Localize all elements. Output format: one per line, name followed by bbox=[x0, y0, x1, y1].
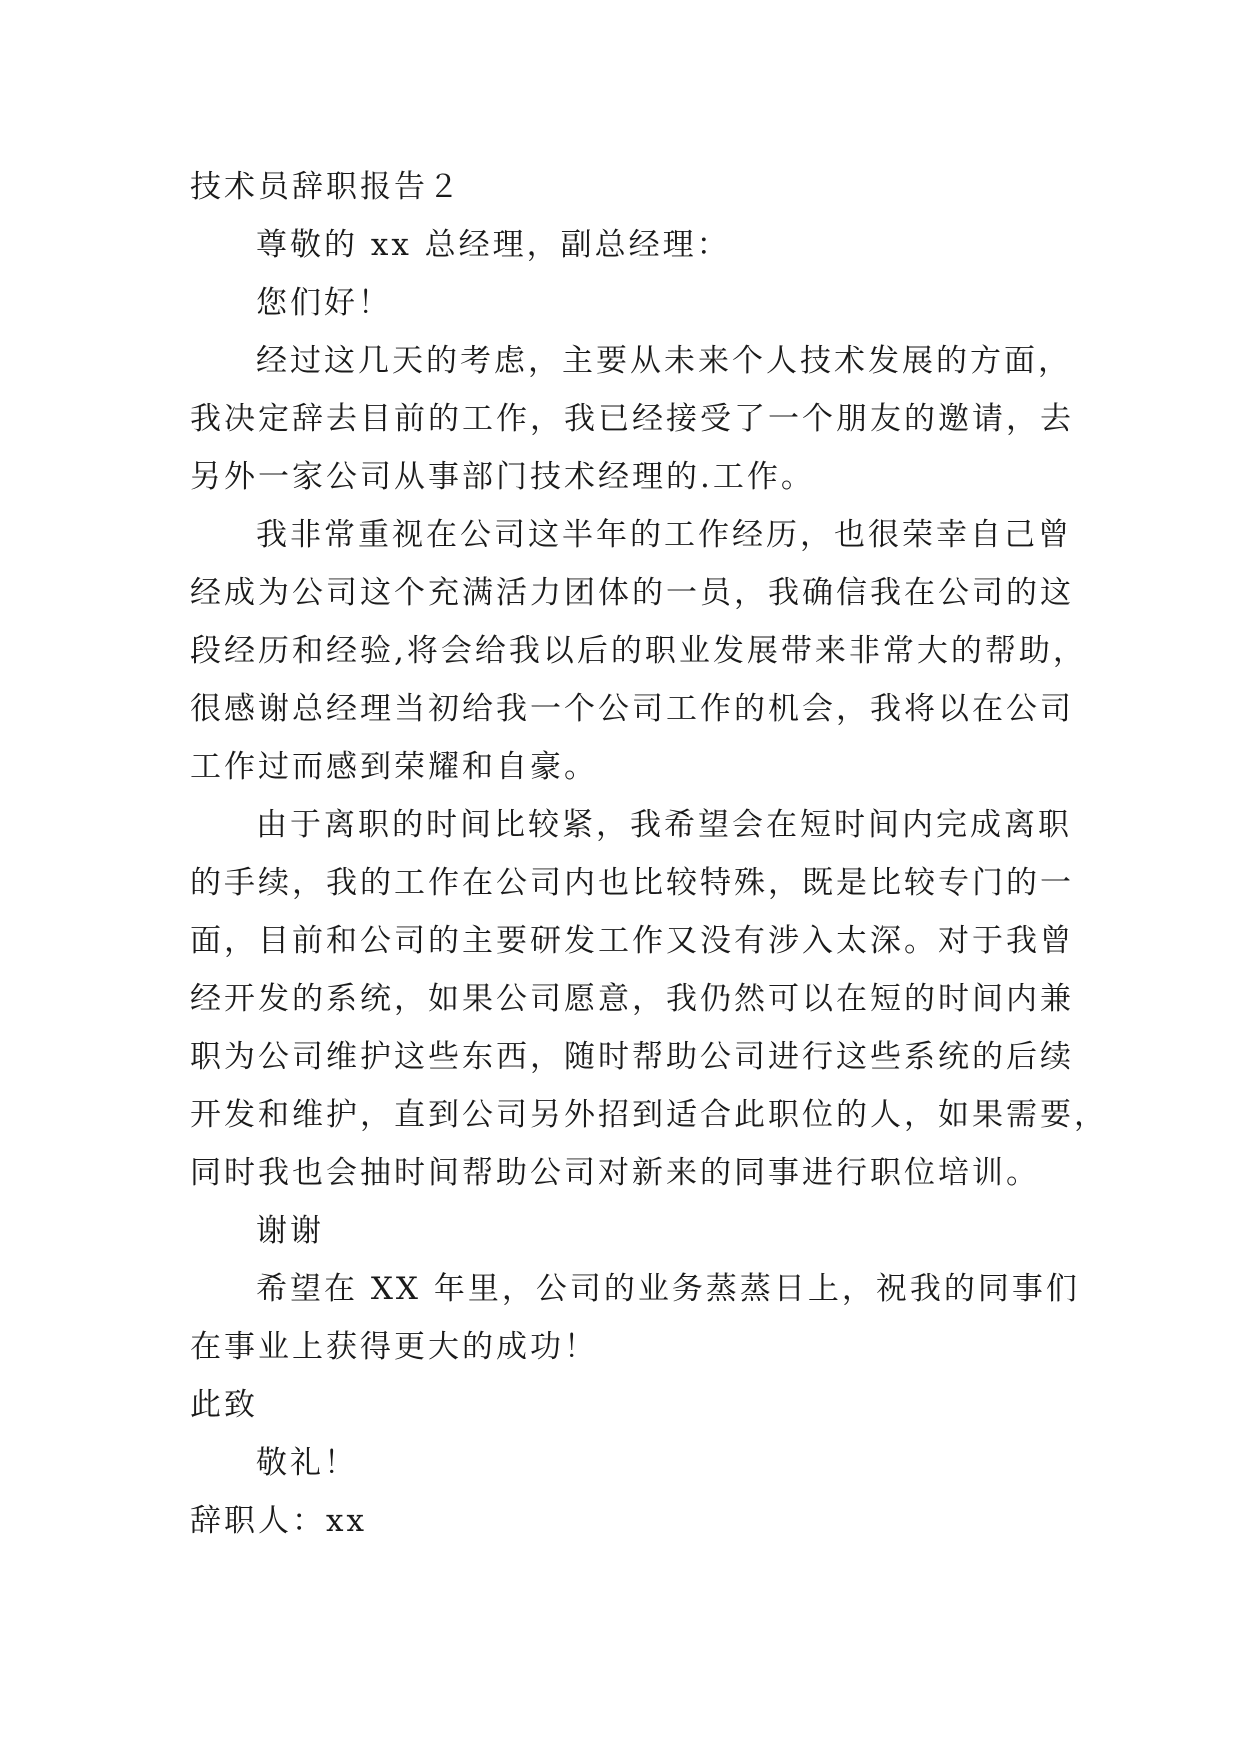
paragraph-line: 职为公司维护这些东西，随时帮助公司进行这些系统的后续 bbox=[190, 1039, 1074, 1075]
document-title: 技术员辞职报告２ bbox=[190, 169, 462, 205]
paragraph-2 bbox=[190, 506, 1087, 796]
paragraph-line: 开发和维护，直到公司另外招到适合此职位的人，如果需要， bbox=[190, 1097, 1108, 1133]
paragraph-line: 在事业上获得更大的成功！ bbox=[190, 1329, 598, 1365]
closing-line: 此致 bbox=[190, 1387, 258, 1423]
regards-line: 敬礼！ bbox=[256, 1445, 358, 1481]
paragraph-line: 经开发的系统，如果公司愿意，我仍然可以在短的时间内兼 bbox=[190, 981, 1074, 1017]
paragraph-line: 面，目前和公司的主要研发工作又没有涉入太深。对于我曾 bbox=[190, 923, 1074, 959]
greeting: 您们好！ bbox=[256, 285, 392, 321]
thanks-line: 谢谢 bbox=[256, 1213, 324, 1249]
paragraph-line: 很感谢总经理当初给我一个公司工作的机会，我将以在公司 bbox=[190, 691, 1074, 727]
paragraph-4 bbox=[190, 1260, 1080, 1376]
paragraph-line: 我决定辞去目前的工作，我已经接受了一个朋友的邀请，去 bbox=[190, 401, 1074, 437]
paragraph-line: 希望在 XX 年里，公司的业务蒸蒸日上，祝我的同事们 bbox=[256, 1271, 1080, 1307]
paragraph-line: 工作过而感到荣耀和自豪。 bbox=[190, 749, 598, 785]
paragraph-3 bbox=[190, 796, 1108, 1202]
paragraph-line: 另外一家公司从事部门技术经理的.工作。 bbox=[190, 459, 815, 495]
paragraph-line: 经过这几天的考虑，主要从未来个人技术发展的方面， bbox=[256, 343, 1072, 379]
paragraph-line: 同时我也会抽时间帮助公司对新来的同事进行职位培训。 bbox=[190, 1155, 1040, 1191]
signature-line: 辞职人：xx bbox=[190, 1503, 367, 1539]
paragraph-line: 的手续，我的工作在公司内也比较特殊，既是比较专门的一 bbox=[190, 865, 1074, 901]
letter-body bbox=[190, 158, 1108, 1550]
paragraph-1 bbox=[190, 332, 1074, 506]
paragraph-line: 经成为公司这个充满活力团体的一员，我确信我在公司的这 bbox=[190, 575, 1074, 611]
paragraph-line: 段经历和经验,将会给我以后的职业发展带来非常大的帮助， bbox=[190, 633, 1087, 669]
paragraph-line: 我非常重视在公司这半年的工作经历，也很荣幸自己曾 bbox=[256, 517, 1072, 553]
paragraph-line: 由于离职的时间比较紧，我希望会在短时间内完成离职 bbox=[256, 807, 1072, 843]
salutation: 尊敬的 xx 总经理，副总经理： bbox=[256, 227, 731, 263]
